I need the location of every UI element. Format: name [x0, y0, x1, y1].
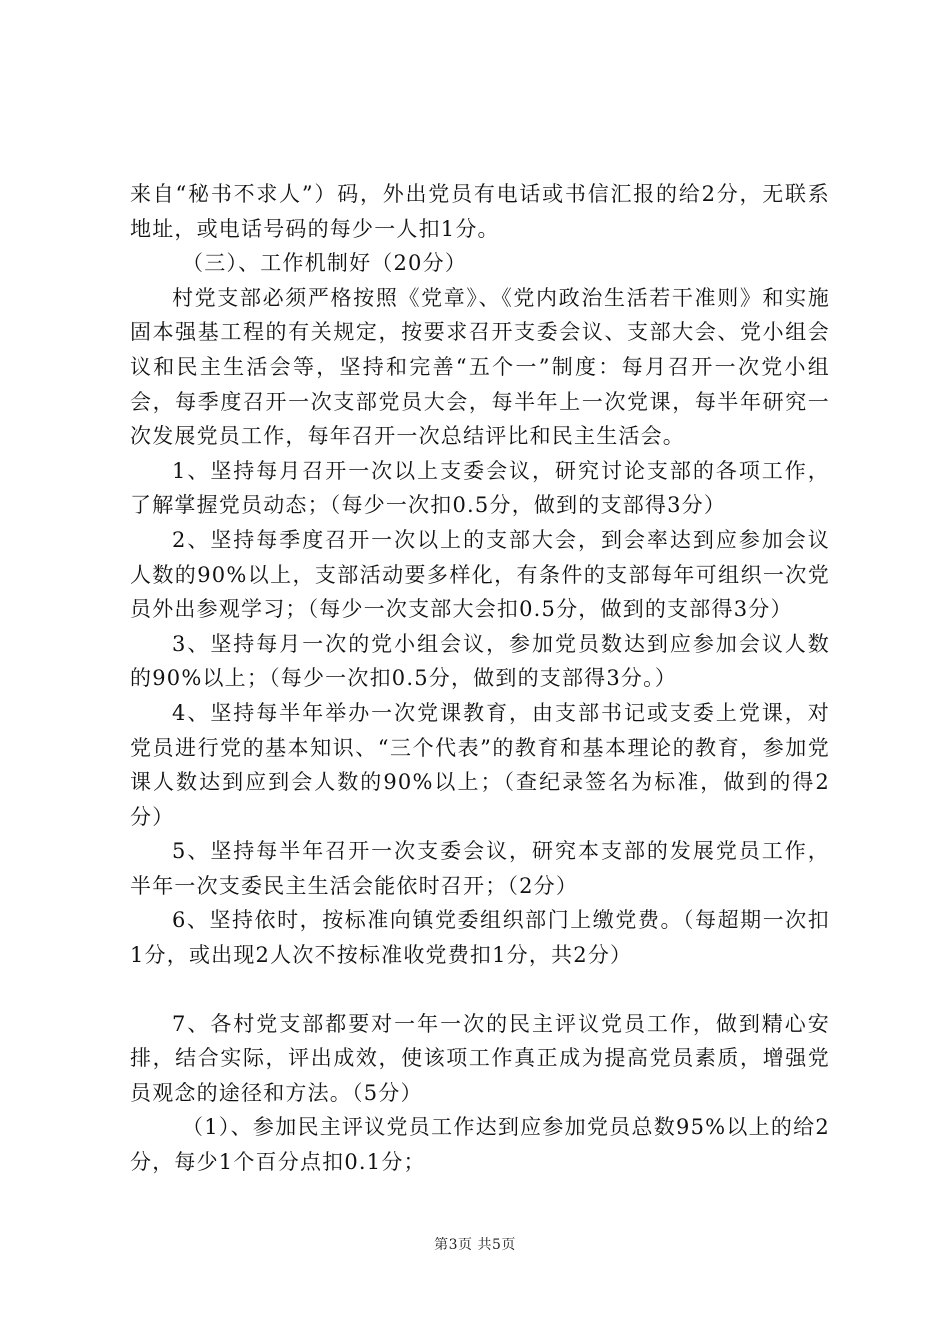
list-item-6: 6、坚持依时，按标准向镇党委组织部门上缴党费。（每超期一次扣1分，或出现2人次不按标准收党费扣1分，共2分）: [130, 908, 830, 968]
section-heading-work-mechanism: （三）、工作机制好（20分）: [182, 251, 468, 276]
list-item-2: 2、坚持每季度召开一次以上的支部大会，到会率达到应参加会议人数的90%以上，支部活动要多样化，有条件的支部每年可组织一次党员外出参观学习；（每少一次支部大会扣0.5分，做到的支部得3分）: [130, 527, 830, 622]
sub-item-1: （1）、参加民主评议党员工作达到应参加党员总数95%以上的给2分，每少1个百分点扣0.1分；: [130, 1115, 830, 1175]
list-item-4: 4、坚持每半年举办一次党课教育，由支部书记或支委上党课，对党员进行党的基本知识、“三个代表”的教育和基本理论的教育，参加党课人数达到应到会人数的90%以上；（查纪录签名为标准，做到的得2分）: [130, 700, 830, 829]
list-item-7: 7、各村党支部都要对一年一次的民主评议党员工作，做到精心安排，结合实际，评出成效，使该项工作真正成为提高党员素质，增强党员观念的途径和方法。（5分）: [130, 1011, 830, 1105]
paragraph-contact-scoring: 来自“秘书不求人”）码，外出党员有电话或书信汇报的给2分，无联系地址，或电话号码的每少一人扣1分。: [130, 182, 830, 241]
list-item-5: 5、坚持每半年召开一次支委会议，研究本支部的发展党员工作，半年一次支委民主生活会能依时召开；（2分）: [130, 839, 830, 898]
page-footer: 第3页 共5页: [434, 1237, 516, 1253]
list-item-3: 3、坚持每月一次的党小组会议，参加党员数达到应参加会议人数的90%以上；（每少一次扣0.5分，做到的支部得3分。）: [130, 631, 830, 691]
paragraph-party-rules: 村党支部必须严格按照《党章》、《党内政治生活若干准则》和实施固本强基工程的有关规定，按要求召开支委会议、支部大会、党小组会议和民主生活会等，坚持和完善“五个一”制度：每月召开一次党小组会，每季度召开一次支部党员大会，每半年上一次党课，每半年研究一次发展党员工作，每年召开一次总结评比和民主生活会。: [130, 285, 830, 449]
document-body: [130, 177, 830, 1180]
list-item-1: 1、坚持每月召开一次以上支委会议，研究讨论支部的各项工作，了解掌握党员动态；（每少一次扣0.5分，做到的支部得3分）: [130, 458, 830, 518]
